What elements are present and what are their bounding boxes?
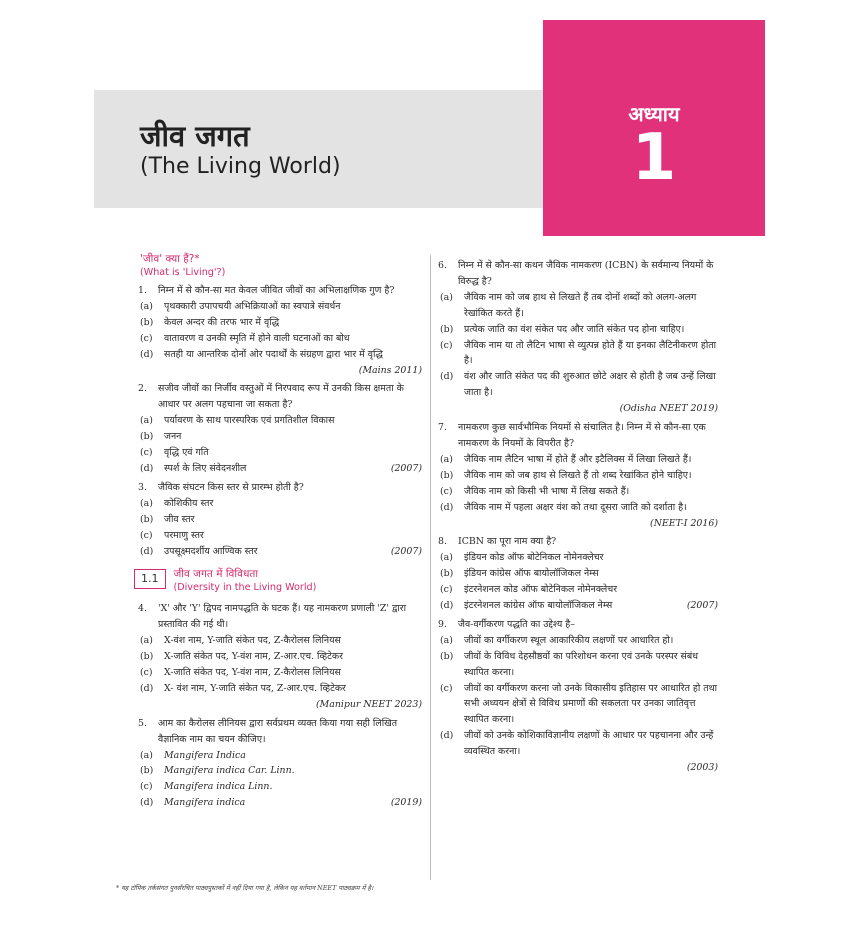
option	[440, 468, 718, 484]
option	[140, 299, 422, 315]
option	[140, 496, 422, 512]
option-text: इंटरनेशनल कोड ऑफ बोटेनिकल नोमेनक्लेचर	[464, 584, 618, 596]
option-label: (d)	[440, 600, 454, 612]
chapter-label: अध्याय	[628, 102, 680, 126]
option	[440, 566, 718, 582]
option-text: जीवों के विविध देहसौष्ठवों का परिशोधन करना एवं उनके परस्पर संबंध स्थापित करना।	[464, 650, 698, 678]
exam-reference: (NEET-I 2016)	[650, 517, 718, 529]
option-text: जैविक नाम में पहला अक्षर वंश को तथा दूसरा जाति को दर्शाता है।	[464, 501, 687, 513]
question-text: निम्न में से कौन-सा मत केवल जीवित जीवों का अभिलाक्षणिक गुण है?	[158, 285, 395, 296]
option	[140, 528, 422, 544]
option-text: कोशिकीय स्तर	[164, 497, 214, 509]
exam-reference: (2007)	[686, 600, 718, 612]
question-number: 4.	[138, 603, 147, 615]
option-label: (a)	[140, 635, 153, 647]
question	[440, 617, 718, 633]
option-text: X-जाति संकेत पद, Y-वंश नाम, Z-आर.एच. व्हिटेकर	[164, 651, 343, 663]
option	[440, 369, 718, 401]
chapter-title-english: (The Living World)	[140, 154, 341, 179]
option	[440, 598, 718, 614]
question-number: 2.	[138, 383, 147, 395]
option-text: इंडियन कांग्रेस ऑफ बायोलॉजिकल नेम्स	[464, 568, 599, 580]
option	[440, 649, 718, 681]
question	[140, 381, 422, 413]
option-text: स्पर्श के लिए संवेदनशील	[164, 462, 247, 474]
question	[440, 258, 718, 290]
option	[140, 461, 422, 477]
question	[140, 601, 422, 633]
question	[140, 480, 422, 496]
question-text: ICBN का पूरा नाम क्या है?	[458, 536, 557, 548]
option	[440, 322, 718, 338]
option	[140, 633, 422, 649]
option-text: सतही या आन्तरिक दोनों ओर पदार्थों के संग्रहण द्वारा भार में वृद्धि	[164, 348, 383, 360]
option-text: वंश और जाति संकेत पद की शुरुआत छोटे अक्षर से होती है जब उन्हें लिखा जाता है।	[464, 371, 716, 399]
option-label: (b)	[140, 431, 154, 443]
option-text: जीव स्तर	[164, 513, 195, 525]
section-subheading: (Diversity in the Living World)	[173, 582, 317, 594]
option-text: X- वंश नाम, Y-जाति संकेत पद, Z-आर.एच. व्हिटेकर	[164, 682, 346, 694]
option	[440, 500, 718, 516]
option	[140, 763, 422, 779]
question-text: सजीव जीवों का निर्जीव वस्तुओं में निरपवाद रूप में उनकी किस क्षमता के आधार पर अलग पहचाना जा सकता है?	[158, 383, 404, 411]
question	[140, 283, 422, 299]
question	[440, 420, 718, 452]
option-label: (b)	[140, 651, 154, 663]
option-label: (d)	[440, 501, 454, 513]
option-text: परमाणु स्तर	[164, 529, 204, 541]
option-text: जैविक नाम या तो लैटिन भाषा से व्युत्पन्न होते हैं या इनका लैटिनीकरण होता है।	[464, 339, 717, 367]
option	[440, 681, 718, 729]
option-label: (c)	[140, 529, 153, 541]
option-label: (c)	[440, 584, 453, 596]
question-text: निम्न में से कौन-सा कथन जैविक नामकरण (ICBN) के सर्वमान्य नियमों के विरुद्ध है?	[458, 260, 714, 287]
exam-reference: (2019)	[390, 797, 422, 809]
question-number: 7.	[438, 422, 447, 434]
option-label: (c)	[440, 485, 453, 497]
option-label: (b)	[140, 765, 154, 777]
option	[440, 338, 718, 370]
option-text: वातावरण व उनकी स्मृति में होने वाली घटनाओं का बोध	[164, 332, 350, 344]
chapter-title-hindi: जीव जगत	[140, 119, 250, 153]
option-text: जीवों को उनके कोशिकाविज्ञानीय लक्षणों के आधार पर पहचानना और उन्हें व्यवस्थित करना।	[464, 730, 714, 758]
section-subheading: (What is 'Living'?)	[140, 267, 226, 278]
option	[140, 413, 422, 429]
option	[140, 445, 422, 461]
question-number: 8.	[438, 536, 447, 548]
option	[140, 544, 422, 560]
exam-reference: (2007)	[390, 545, 422, 557]
option-label: (a)	[140, 300, 153, 312]
option-label: (a)	[140, 749, 153, 761]
option-label: (b)	[140, 316, 154, 328]
option	[140, 748, 422, 764]
section-heading: जीव जगत में विविधता	[173, 568, 259, 581]
option	[440, 484, 718, 500]
exam-reference: (2003)	[686, 762, 718, 774]
option-label: (a)	[440, 453, 453, 465]
option	[140, 347, 422, 363]
option-label: (c)	[140, 667, 153, 679]
option	[440, 290, 718, 322]
option-label: (b)	[440, 568, 454, 580]
question-number: 1.	[138, 285, 147, 296]
option	[140, 315, 422, 331]
section-heading: 'जीव' क्या हैं?*	[140, 253, 200, 265]
option	[440, 633, 718, 649]
exam-reference: (2007)	[390, 462, 422, 474]
exam-reference: (Odisha NEET 2019)	[619, 403, 718, 415]
question	[140, 716, 422, 748]
option-label: (d)	[140, 348, 154, 360]
question-text: जैव-वर्गीकरण पद्धति का उद्देश्य है–	[458, 618, 575, 630]
option-label: (b)	[440, 323, 454, 335]
option	[140, 512, 422, 528]
question-text: आम का कैरोलस लीनियस द्वारा सर्वप्रथम व्यक्त किया गया सही लिखित वैज्ञानिक नाम का चयन कीजिए।	[158, 717, 398, 745]
option-label: (b)	[440, 469, 454, 481]
option-label: (c)	[440, 339, 453, 351]
section-number: 1.1	[134, 569, 166, 589]
option-text: पर्यावरण के साथ पारस्परिक एवं प्रगतिशील विकास	[164, 415, 335, 427]
question-number: 6.	[438, 260, 447, 271]
option-text: Mangifera indica Linn.	[164, 781, 273, 793]
option-label: (c)	[140, 781, 153, 793]
option-text: पृथक्कारी उपापचयी अभिक्रियाओं का स्वपात्रे संवर्धन	[164, 300, 341, 312]
option	[440, 452, 718, 468]
option-text: उपसूक्ष्मदर्शीय आण्विक स्तर	[164, 545, 258, 557]
title-band	[94, 90, 543, 208]
option-text: इंडियन कोड ऑफ बोटेनिकल नोमेनक्लेचर	[464, 552, 604, 564]
option	[440, 582, 718, 598]
option-text: जैविक नाम को जब हाथ से लिखते हैं तब दोनों शब्दों को अलग-अलग रेखांकित करते हैं।	[464, 291, 697, 319]
option-text: Mangifera indica Car. Linn.	[164, 765, 295, 777]
chapter-banner	[543, 20, 765, 236]
option-label: (d)	[140, 682, 154, 694]
question-number: 9.	[438, 618, 447, 630]
exam-reference: (Manipur NEET 2023)	[315, 698, 422, 710]
option	[140, 649, 422, 665]
option-label: (b)	[440, 650, 454, 662]
option-label: (a)	[440, 291, 453, 303]
option-text: Mangifera indica	[164, 797, 246, 809]
question-number: 5.	[138, 717, 147, 729]
option-label: (a)	[140, 415, 153, 427]
option-label: (a)	[440, 552, 453, 564]
option-text: केवल अन्दर की तरफ भार में वृद्धि	[164, 316, 280, 328]
left-column	[140, 252, 422, 811]
option-label: (b)	[140, 513, 154, 525]
option-text: Mangifera Indica	[164, 749, 246, 761]
option-text: X-जाति संकेत पद, Y-वंश नाम, Z-कैरोलस लिनियस	[164, 667, 341, 679]
option-text: जैविक नाम को किसी भी भाषा में लिख सकते हैं।	[464, 485, 630, 497]
option	[140, 779, 422, 795]
option-label: (a)	[440, 634, 453, 646]
option-label: (d)	[440, 730, 454, 742]
column-divider	[430, 255, 431, 880]
option	[140, 795, 422, 811]
question-text: जैविक संघटन किस स्तर से प्रारम्भ होती है?	[158, 481, 304, 493]
section-1-1-heading	[134, 567, 422, 598]
right-column	[440, 252, 718, 776]
option-text: जीवों का वर्गीकरण करना जो उनके विकासीय इतिहास पर आधारित हो तथा सभी अध्ययन क्षेत्रों से विविध प्रमाणों की सकलता पर उनका जातिवृत्त स्थापित करना।	[464, 682, 718, 726]
option-label: (a)	[140, 497, 153, 509]
option	[140, 429, 422, 445]
option-text: जैविक नाम लैटिन भाषा में होते हैं और इटैलिक्स में लिखा लिखते हैं।	[464, 453, 692, 465]
option	[440, 550, 718, 566]
question	[440, 534, 718, 550]
option-text: जीवों का वर्गीकरण स्थूल आकारिकीय लक्षणों पर आधारित हो।	[464, 634, 674, 646]
question-number: 3.	[138, 481, 147, 493]
exam-reference: (Mains 2011)	[358, 364, 422, 376]
option	[440, 728, 718, 760]
option-label: (d)	[140, 797, 154, 809]
option	[140, 331, 422, 347]
option-label: (d)	[440, 371, 454, 383]
option-label: (d)	[140, 462, 154, 474]
option-text: जनन	[164, 431, 182, 443]
option-text: वृद्धि एवं गति	[164, 447, 209, 459]
option-text: जैविक नाम को जब हाथ से लिखते हैं तो शब्द रेखांकित होने चाहिए।	[464, 469, 692, 481]
option	[140, 665, 422, 681]
option-text: X-वंश नाम, Y-जाति संकेत पद, Z-कैरोलस लिनियस	[164, 635, 341, 647]
option-label: (c)	[140, 332, 153, 344]
question-text: नामकरण कुछ सार्वभौमिक नियमों से संचालित है। निम्न में से कौन-सा एक नामकरण के नियमों के विपरीत है?	[458, 422, 706, 449]
option-text: प्रत्येक जाति का वंश संकेत पद और जाति संकेत पद होना चाहिए।	[464, 323, 685, 335]
footnote: * यह टॉपिक तर्कसंगत पुनर्संरचित पाठ्यपुस्तकों में नहीं दिया गया है, लेकिन यह वर्तमान NEET पाठ्यक्रम में है।	[116, 884, 374, 892]
option-label: (c)	[440, 682, 453, 694]
option-text: इंटरनेशनल कांग्रेस ऑफ बायोलॉजिकल नेम्स	[464, 600, 613, 612]
option-label: (c)	[140, 447, 153, 459]
chapter-number: 1	[631, 121, 677, 195]
question-text: 'X' और 'Y' द्विपद नामपद्धति के घटक हैं। यह नामकरण प्रणाली 'Z' द्वारा प्रस्तावित की गई थी।	[158, 603, 407, 631]
option	[140, 681, 422, 697]
option-label: (d)	[140, 545, 154, 557]
